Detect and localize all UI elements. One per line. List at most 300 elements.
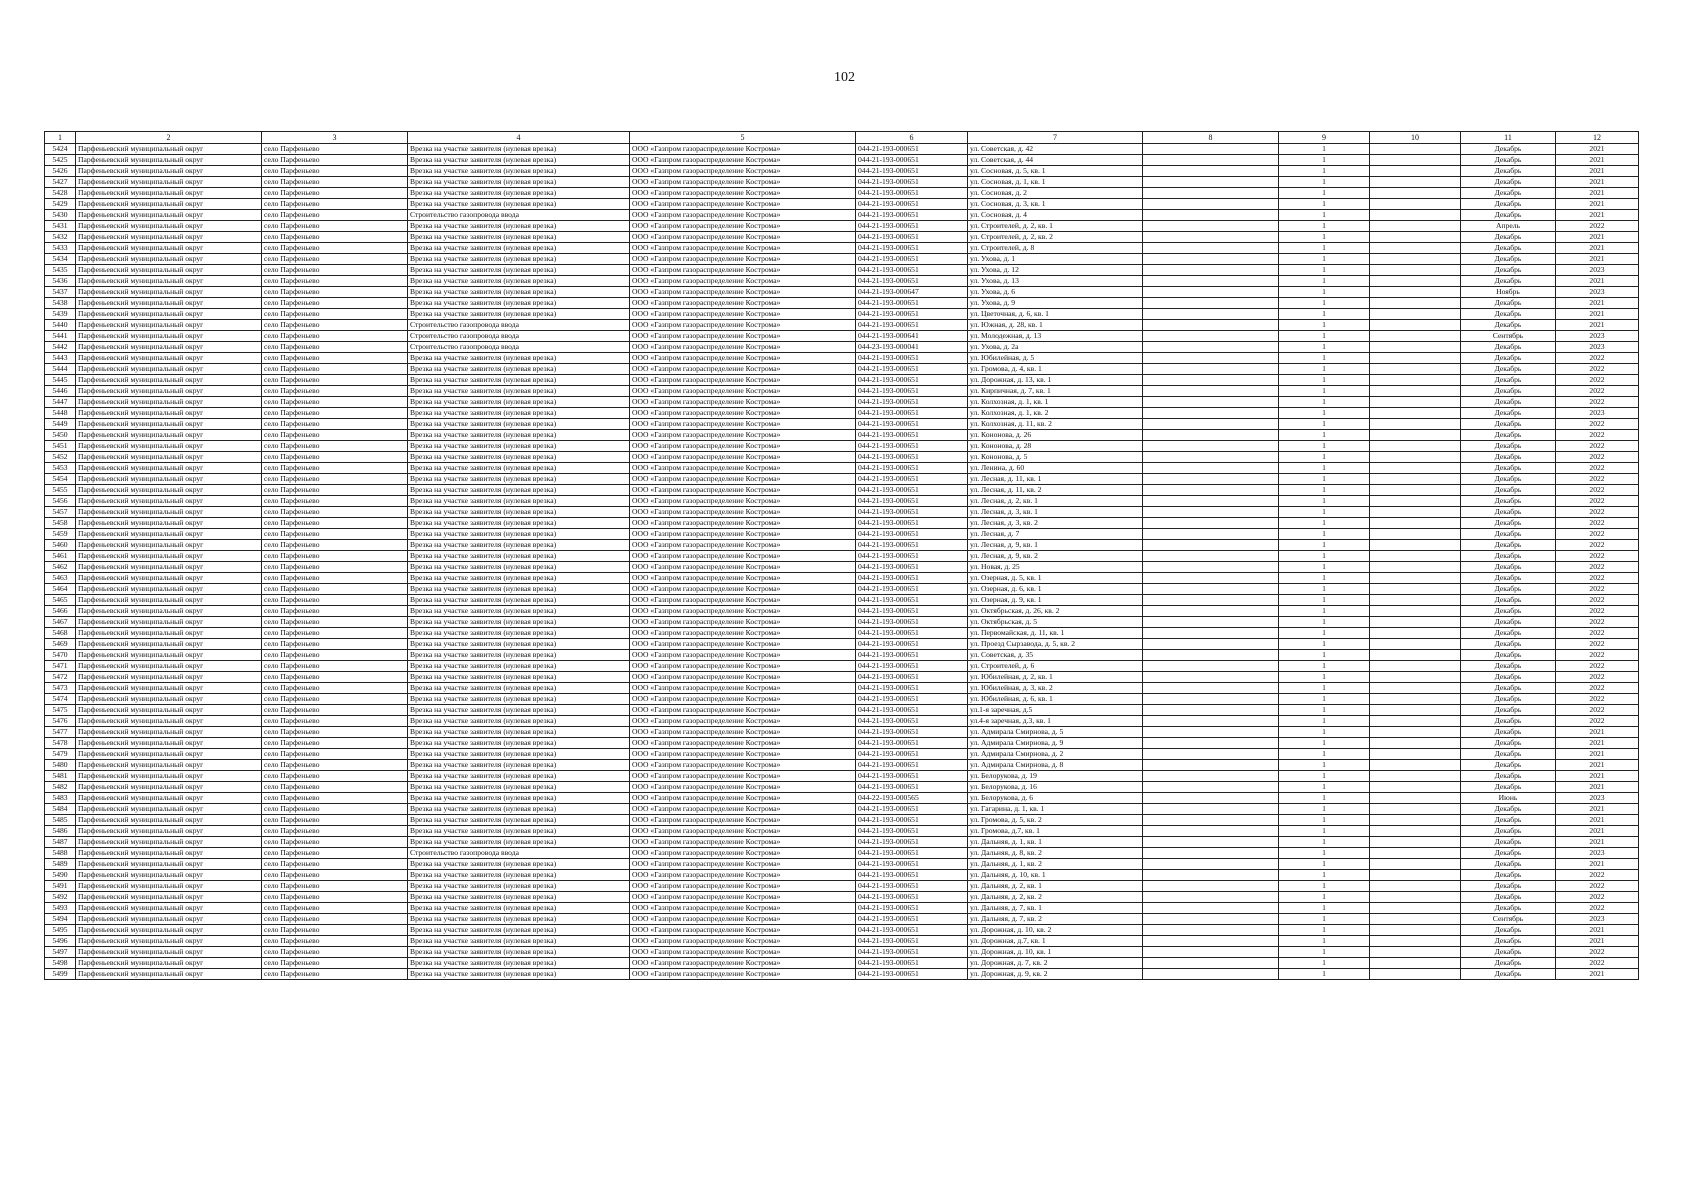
month-cell: Сентябрь (1461, 914, 1556, 925)
table-row (45, 804, 1639, 815)
empty-cell (1143, 463, 1279, 474)
year-cell: 2021 (1556, 771, 1639, 782)
column-header: 8 (1143, 132, 1279, 144)
address-cell: ул. Дальняя, д. 1, кв. 2 (968, 859, 1143, 870)
table-row (45, 584, 1639, 595)
empty-cell (1370, 441, 1461, 452)
empty-cell (1143, 309, 1279, 320)
row-number-cell: 5446 (45, 386, 76, 397)
row-number-cell: 5431 (45, 221, 76, 232)
quantity-cell: 1 (1279, 485, 1370, 496)
address-cell: ул. Озерная, д. 5, кв. 1 (968, 573, 1143, 584)
settlement-cell: село Парфеньево (262, 793, 408, 804)
address-cell: ул. Советская, д. 35 (968, 650, 1143, 661)
month-cell: Декабрь (1461, 452, 1556, 463)
month-cell: Декабрь (1461, 925, 1556, 936)
column-header: 4 (408, 132, 630, 144)
row-number-cell: 5439 (45, 309, 76, 320)
contract-number-cell: 044-21-193-000651 (856, 716, 968, 727)
row-number-cell: 5483 (45, 793, 76, 804)
settlement-cell: село Парфеньево (262, 628, 408, 639)
settlement-cell: село Парфеньево (262, 496, 408, 507)
empty-cell (1143, 529, 1279, 540)
year-cell: 2021 (1556, 210, 1639, 221)
row-number-cell: 5425 (45, 155, 76, 166)
organization-cell: ООО «Газпром газораспределение Кострома» (630, 694, 856, 705)
row-number-cell: 5436 (45, 276, 76, 287)
empty-cell (1143, 562, 1279, 573)
contract-number-cell: 044-21-193-000651 (856, 804, 968, 815)
row-number-cell: 5476 (45, 716, 76, 727)
address-cell: ул. Гагарина, д. 1, кв. 1 (968, 804, 1143, 815)
month-cell: Декабрь (1461, 430, 1556, 441)
organization-cell: ООО «Газпром газораспределение Кострома» (630, 166, 856, 177)
settlement-cell: село Парфеньево (262, 903, 408, 914)
empty-cell (1143, 276, 1279, 287)
month-cell: Декабрь (1461, 661, 1556, 672)
district-cell: Парфеньевский муниципальный округ (76, 474, 262, 485)
contract-number-cell: 044-21-193-000651 (856, 232, 968, 243)
work-type-cell: Врезка на участке заявителя (нулевая врезка) (408, 683, 630, 694)
settlement-cell: село Парфеньево (262, 353, 408, 364)
address-cell: ул. Кононова, д. 26 (968, 430, 1143, 441)
work-type-cell: Врезка на участке заявителя (нулевая врезка) (408, 639, 630, 650)
empty-cell (1143, 958, 1279, 969)
district-cell: Парфеньевский муниципальный округ (76, 639, 262, 650)
table-row (45, 958, 1639, 969)
organization-cell: ООО «Газпром газораспределение Кострома» (630, 265, 856, 276)
organization-cell: ООО «Газпром газораспределение Кострома» (630, 177, 856, 188)
row-number-cell: 5479 (45, 749, 76, 760)
settlement-cell: село Парфеньево (262, 419, 408, 430)
address-cell: ул. Адмирала Смирнова, д. 2 (968, 749, 1143, 760)
empty-cell (1370, 815, 1461, 826)
district-cell: Парфеньевский муниципальный округ (76, 441, 262, 452)
empty-cell (1143, 749, 1279, 760)
row-number-cell: 5489 (45, 859, 76, 870)
empty-cell (1370, 188, 1461, 199)
organization-cell: ООО «Газпром газораспределение Кострома» (630, 353, 856, 364)
empty-cell (1370, 496, 1461, 507)
quantity-cell: 1 (1279, 419, 1370, 430)
month-cell: Ноябрь (1461, 287, 1556, 298)
empty-cell (1143, 320, 1279, 331)
empty-cell (1370, 320, 1461, 331)
quantity-cell: 1 (1279, 859, 1370, 870)
address-cell: ул. Ухова, д. 6 (968, 287, 1143, 298)
contract-number-cell: 044-21-193-000651 (856, 782, 968, 793)
row-number-cell: 5432 (45, 232, 76, 243)
district-cell: Парфеньевский муниципальный округ (76, 496, 262, 507)
address-cell: ул. Лесная, д. 11, кв. 2 (968, 485, 1143, 496)
month-cell: Апрель (1461, 221, 1556, 232)
empty-cell (1143, 694, 1279, 705)
address-cell: ул. Колхозная, д. 1, кв. 1 (968, 397, 1143, 408)
month-cell: Декабрь (1461, 595, 1556, 606)
year-cell: 2022 (1556, 694, 1639, 705)
organization-cell: ООО «Газпром газораспределение Кострома» (630, 584, 856, 595)
district-cell: Парфеньевский муниципальный округ (76, 232, 262, 243)
work-type-cell: Врезка на участке заявителя (нулевая врезка) (408, 551, 630, 562)
organization-cell: ООО «Газпром газораспределение Кострома» (630, 738, 856, 749)
row-number-cell: 5470 (45, 650, 76, 661)
address-cell: ул. Дорожная, д. 13, кв. 1 (968, 375, 1143, 386)
address-cell: ул. Юбилейная, д. 5 (968, 353, 1143, 364)
quantity-cell: 1 (1279, 221, 1370, 232)
empty-cell (1143, 551, 1279, 562)
quantity-cell: 1 (1279, 320, 1370, 331)
table-row (45, 815, 1639, 826)
year-cell: 2021 (1556, 837, 1639, 848)
table-row (45, 617, 1639, 628)
contract-number-cell: 044-21-193-000651 (856, 364, 968, 375)
quantity-cell: 1 (1279, 892, 1370, 903)
quantity-cell: 1 (1279, 727, 1370, 738)
settlement-cell: село Парфеньево (262, 320, 408, 331)
empty-cell (1370, 397, 1461, 408)
work-type-cell: Врезка на участке заявителя (нулевая врезка) (408, 562, 630, 573)
month-cell: Декабрь (1461, 243, 1556, 254)
settlement-cell: село Парфеньево (262, 265, 408, 276)
row-number-cell: 5437 (45, 287, 76, 298)
organization-cell: ООО «Газпром газораспределение Кострома» (630, 925, 856, 936)
organization-cell: ООО «Газпром газораспределение Кострома» (630, 254, 856, 265)
empty-cell (1143, 298, 1279, 309)
organization-cell: ООО «Газпром газораспределение Кострома» (630, 595, 856, 606)
contract-number-cell: 044-21-193-000651 (856, 408, 968, 419)
month-cell: Декабрь (1461, 815, 1556, 826)
quantity-cell: 1 (1279, 837, 1370, 848)
month-cell: Декабрь (1461, 529, 1556, 540)
settlement-cell: село Парфеньево (262, 694, 408, 705)
address-cell: ул. Кононова, д. 5 (968, 452, 1143, 463)
empty-cell (1143, 507, 1279, 518)
district-cell: Парфеньевский муниципальный округ (76, 672, 262, 683)
row-number-cell: 5461 (45, 551, 76, 562)
work-type-cell: Врезка на участке заявителя (нулевая врезка) (408, 496, 630, 507)
work-type-cell: Врезка на участке заявителя (нулевая врезка) (408, 826, 630, 837)
empty-cell (1370, 155, 1461, 166)
district-cell: Парфеньевский муниципальный округ (76, 782, 262, 793)
table-row (45, 562, 1639, 573)
row-number-cell: 5435 (45, 265, 76, 276)
quantity-cell: 1 (1279, 804, 1370, 815)
year-cell: 2021 (1556, 199, 1639, 210)
district-cell: Парфеньевский муниципальный округ (76, 353, 262, 364)
month-cell: Декабрь (1461, 760, 1556, 771)
quantity-cell: 1 (1279, 958, 1370, 969)
settlement-cell: село Парфеньево (262, 892, 408, 903)
contract-number-cell: 044-21-193-000651 (856, 320, 968, 331)
quantity-cell: 1 (1279, 232, 1370, 243)
empty-cell (1143, 815, 1279, 826)
district-cell: Парфеньевский муниципальный округ (76, 925, 262, 936)
row-number-cell: 5447 (45, 397, 76, 408)
district-cell: Парфеньевский муниципальный округ (76, 364, 262, 375)
settlement-cell: село Парфеньево (262, 199, 408, 210)
contract-number-cell: 044-21-193-000651 (856, 397, 968, 408)
settlement-cell: село Парфеньево (262, 661, 408, 672)
organization-cell: ООО «Газпром газораспределение Кострома» (630, 617, 856, 628)
year-cell: 2022 (1556, 474, 1639, 485)
settlement-cell: село Парфеньево (262, 837, 408, 848)
contract-number-cell: 044-21-193-000651 (856, 155, 968, 166)
address-cell: ул. Громова, д.7, кв. 1 (968, 826, 1143, 837)
year-cell: 2021 (1556, 177, 1639, 188)
quantity-cell: 1 (1279, 342, 1370, 353)
work-type-cell: Врезка на участке заявителя (нулевая врезка) (408, 793, 630, 804)
quantity-cell: 1 (1279, 738, 1370, 749)
address-cell: ул. Молодежная, д. 13 (968, 331, 1143, 342)
district-cell: Парфеньевский муниципальный округ (76, 848, 262, 859)
row-number-cell: 5491 (45, 881, 76, 892)
settlement-cell: село Парфеньево (262, 936, 408, 947)
row-number-cell: 5427 (45, 177, 76, 188)
settlement-cell: село Парфеньево (262, 188, 408, 199)
row-number-cell: 5488 (45, 848, 76, 859)
address-cell: ул. Кирпичная, д. 7, кв. 1 (968, 386, 1143, 397)
empty-cell (1143, 837, 1279, 848)
address-cell: ул. Белорукова, д. 16 (968, 782, 1143, 793)
work-type-cell: Врезка на участке заявителя (нулевая врезка) (408, 155, 630, 166)
contract-number-cell: 044-21-193-000651 (856, 386, 968, 397)
table-row (45, 353, 1639, 364)
table-row (45, 540, 1639, 551)
settlement-cell: село Парфеньево (262, 331, 408, 342)
year-cell: 2021 (1556, 155, 1639, 166)
year-cell: 2021 (1556, 826, 1639, 837)
empty-cell (1370, 804, 1461, 815)
empty-cell (1370, 661, 1461, 672)
contract-number-cell: 044-21-193-000651 (856, 551, 968, 562)
settlement-cell: село Парфеньево (262, 485, 408, 496)
table-row (45, 430, 1639, 441)
work-type-cell: Врезка на участке заявителя (нулевая врезка) (408, 573, 630, 584)
month-cell: Декабрь (1461, 936, 1556, 947)
settlement-cell: село Парфеньево (262, 573, 408, 584)
empty-cell (1370, 936, 1461, 947)
month-cell: Декабрь (1461, 606, 1556, 617)
settlement-cell: село Парфеньево (262, 595, 408, 606)
empty-cell (1370, 650, 1461, 661)
month-cell: Декабрь (1461, 485, 1556, 496)
settlement-cell: село Парфеньево (262, 958, 408, 969)
table-row (45, 705, 1639, 716)
settlement-cell: село Парфеньево (262, 760, 408, 771)
work-type-cell: Врезка на участке заявителя (нулевая врезка) (408, 265, 630, 276)
settlement-cell: село Парфеньево (262, 144, 408, 155)
address-cell: ул. Сосновая, д. 3, кв. 1 (968, 199, 1143, 210)
district-cell: Парфеньевский муниципальный округ (76, 210, 262, 221)
settlement-cell: село Парфеньево (262, 221, 408, 232)
work-type-cell: Врезка на участке заявителя (нулевая врезка) (408, 760, 630, 771)
address-cell: ул. Адмирала Смирнова, д. 5 (968, 727, 1143, 738)
work-type-cell: Врезка на участке заявителя (нулевая врезка) (408, 958, 630, 969)
empty-cell (1370, 760, 1461, 771)
year-cell: 2021 (1556, 760, 1639, 771)
table-row (45, 793, 1639, 804)
table-row (45, 903, 1639, 914)
organization-cell: ООО «Газпром газораспределение Кострома» (630, 727, 856, 738)
table-row (45, 199, 1639, 210)
contract-number-cell: 044-21-193-000651 (856, 738, 968, 749)
organization-cell: ООО «Газпром газораспределение Кострома» (630, 551, 856, 562)
quantity-cell: 1 (1279, 474, 1370, 485)
work-type-cell: Строительство газопровода ввода (408, 210, 630, 221)
quantity-cell: 1 (1279, 243, 1370, 254)
year-cell: 2021 (1556, 298, 1639, 309)
quantity-cell: 1 (1279, 397, 1370, 408)
year-cell: 2022 (1556, 397, 1639, 408)
quantity-cell: 1 (1279, 826, 1370, 837)
empty-cell (1143, 650, 1279, 661)
table-row (45, 232, 1639, 243)
table-row (45, 320, 1639, 331)
quantity-cell: 1 (1279, 925, 1370, 936)
organization-cell: ООО «Газпром газораспределение Кострома» (630, 870, 856, 881)
empty-cell (1370, 463, 1461, 474)
contract-number-cell: 044-21-193-000651 (856, 848, 968, 859)
registry-table (44, 131, 1639, 980)
year-cell: 2023 (1556, 331, 1639, 342)
quantity-cell: 1 (1279, 628, 1370, 639)
contract-number-cell: 044-21-193-000651 (856, 661, 968, 672)
quantity-cell: 1 (1279, 177, 1370, 188)
table-row (45, 628, 1639, 639)
empty-cell (1143, 287, 1279, 298)
organization-cell: ООО «Газпром газораспределение Кострома» (630, 683, 856, 694)
district-cell: Парфеньевский муниципальный округ (76, 166, 262, 177)
row-number-cell: 5453 (45, 463, 76, 474)
settlement-cell: село Парфеньево (262, 254, 408, 265)
month-cell: Декабрь (1461, 969, 1556, 980)
year-cell: 2022 (1556, 573, 1639, 584)
district-cell: Парфеньевский муниципальный округ (76, 309, 262, 320)
work-type-cell: Врезка на участке заявителя (нулевая врезка) (408, 606, 630, 617)
district-cell: Парфеньевский муниципальный округ (76, 947, 262, 958)
district-cell: Парфеньевский муниципальный округ (76, 287, 262, 298)
year-cell: 2022 (1556, 529, 1639, 540)
empty-cell (1370, 958, 1461, 969)
empty-cell (1370, 782, 1461, 793)
empty-cell (1370, 947, 1461, 958)
year-cell: 2021 (1556, 782, 1639, 793)
quantity-cell: 1 (1279, 947, 1370, 958)
address-cell: ул. Ухова, д. 12 (968, 265, 1143, 276)
work-type-cell: Врезка на участке заявителя (нулевая врезка) (408, 309, 630, 320)
settlement-cell: село Парфеньево (262, 584, 408, 595)
settlement-cell: село Парфеньево (262, 848, 408, 859)
empty-cell (1143, 672, 1279, 683)
row-number-cell: 5450 (45, 430, 76, 441)
table-row (45, 221, 1639, 232)
year-cell: 2022 (1556, 958, 1639, 969)
work-type-cell: Врезка на участке заявителя (нулевая врезка) (408, 815, 630, 826)
address-cell: ул. Октябрьская, д. 26, кв. 2 (968, 606, 1143, 617)
quantity-cell: 1 (1279, 584, 1370, 595)
empty-cell (1370, 529, 1461, 540)
district-cell: Парфеньевский муниципальный округ (76, 265, 262, 276)
row-number-cell: 5442 (45, 342, 76, 353)
table-row (45, 848, 1639, 859)
empty-cell (1370, 540, 1461, 551)
work-type-cell: Врезка на участке заявителя (нулевая врезка) (408, 892, 630, 903)
quantity-cell: 1 (1279, 518, 1370, 529)
table-row (45, 672, 1639, 683)
row-number-cell: 5462 (45, 562, 76, 573)
table-row (45, 936, 1639, 947)
district-cell: Парфеньевский муниципальный округ (76, 144, 262, 155)
address-cell: ул. Ухова, д. 1 (968, 254, 1143, 265)
quantity-cell: 1 (1279, 573, 1370, 584)
settlement-cell: село Парфеньево (262, 738, 408, 749)
work-type-cell: Врезка на участке заявителя (нулевая врезка) (408, 914, 630, 925)
empty-cell (1143, 914, 1279, 925)
year-cell: 2022 (1556, 540, 1639, 551)
year-cell: 2022 (1556, 551, 1639, 562)
year-cell: 2022 (1556, 595, 1639, 606)
contract-number-cell: 044-21-193-000651 (856, 936, 968, 947)
work-type-cell: Врезка на участке заявителя (нулевая врезка) (408, 353, 630, 364)
empty-cell (1370, 892, 1461, 903)
district-cell: Парфеньевский муниципальный округ (76, 826, 262, 837)
district-cell: Парфеньевский муниципальный округ (76, 969, 262, 980)
month-cell: Декабрь (1461, 738, 1556, 749)
month-cell: Декабрь (1461, 749, 1556, 760)
organization-cell: ООО «Газпром газораспределение Кострома» (630, 628, 856, 639)
table-row (45, 925, 1639, 936)
address-cell: ул. Сосновая, д. 1, кв. 1 (968, 177, 1143, 188)
table-row (45, 144, 1639, 155)
settlement-cell: село Парфеньево (262, 430, 408, 441)
district-cell: Парфеньевский муниципальный округ (76, 936, 262, 947)
settlement-cell: село Парфеньево (262, 639, 408, 650)
year-cell: 2022 (1556, 683, 1639, 694)
settlement-cell: село Парфеньево (262, 782, 408, 793)
year-cell: 2023 (1556, 914, 1639, 925)
address-cell: ул. Дальняя, д. 7, кв. 2 (968, 914, 1143, 925)
work-type-cell: Врезка на участке заявителя (нулевая врезка) (408, 375, 630, 386)
settlement-cell: село Парфеньево (262, 276, 408, 287)
empty-cell (1143, 771, 1279, 782)
table-row (45, 364, 1639, 375)
month-cell: Декабрь (1461, 353, 1556, 364)
work-type-cell: Врезка на участке заявителя (нулевая врезка) (408, 628, 630, 639)
month-cell: Декабрь (1461, 782, 1556, 793)
work-type-cell: Врезка на участке заявителя (нулевая врезка) (408, 661, 630, 672)
empty-cell (1143, 892, 1279, 903)
district-cell: Парфеньевский муниципальный округ (76, 870, 262, 881)
district-cell: Парфеньевский муниципальный округ (76, 485, 262, 496)
contract-number-cell: 044-21-193-000651 (856, 870, 968, 881)
contract-number-cell: 044-21-193-000651 (856, 177, 968, 188)
contract-number-cell: 044-21-193-000651 (856, 375, 968, 386)
row-number-cell: 5441 (45, 331, 76, 342)
row-number-cell: 5466 (45, 606, 76, 617)
table-row (45, 287, 1639, 298)
settlement-cell: село Парфеньево (262, 342, 408, 353)
year-cell: 2022 (1556, 716, 1639, 727)
organization-cell: ООО «Газпром газораспределение Кострома» (630, 485, 856, 496)
quantity-cell: 1 (1279, 199, 1370, 210)
organization-cell: ООО «Газпром газораспределение Кострома» (630, 903, 856, 914)
address-cell: ул. Белорукова, д. 19 (968, 771, 1143, 782)
organization-cell: ООО «Газпром газораспределение Кострома» (630, 848, 856, 859)
empty-cell (1143, 925, 1279, 936)
quantity-cell: 1 (1279, 507, 1370, 518)
year-cell: 2022 (1556, 353, 1639, 364)
month-cell: Декабрь (1461, 408, 1556, 419)
